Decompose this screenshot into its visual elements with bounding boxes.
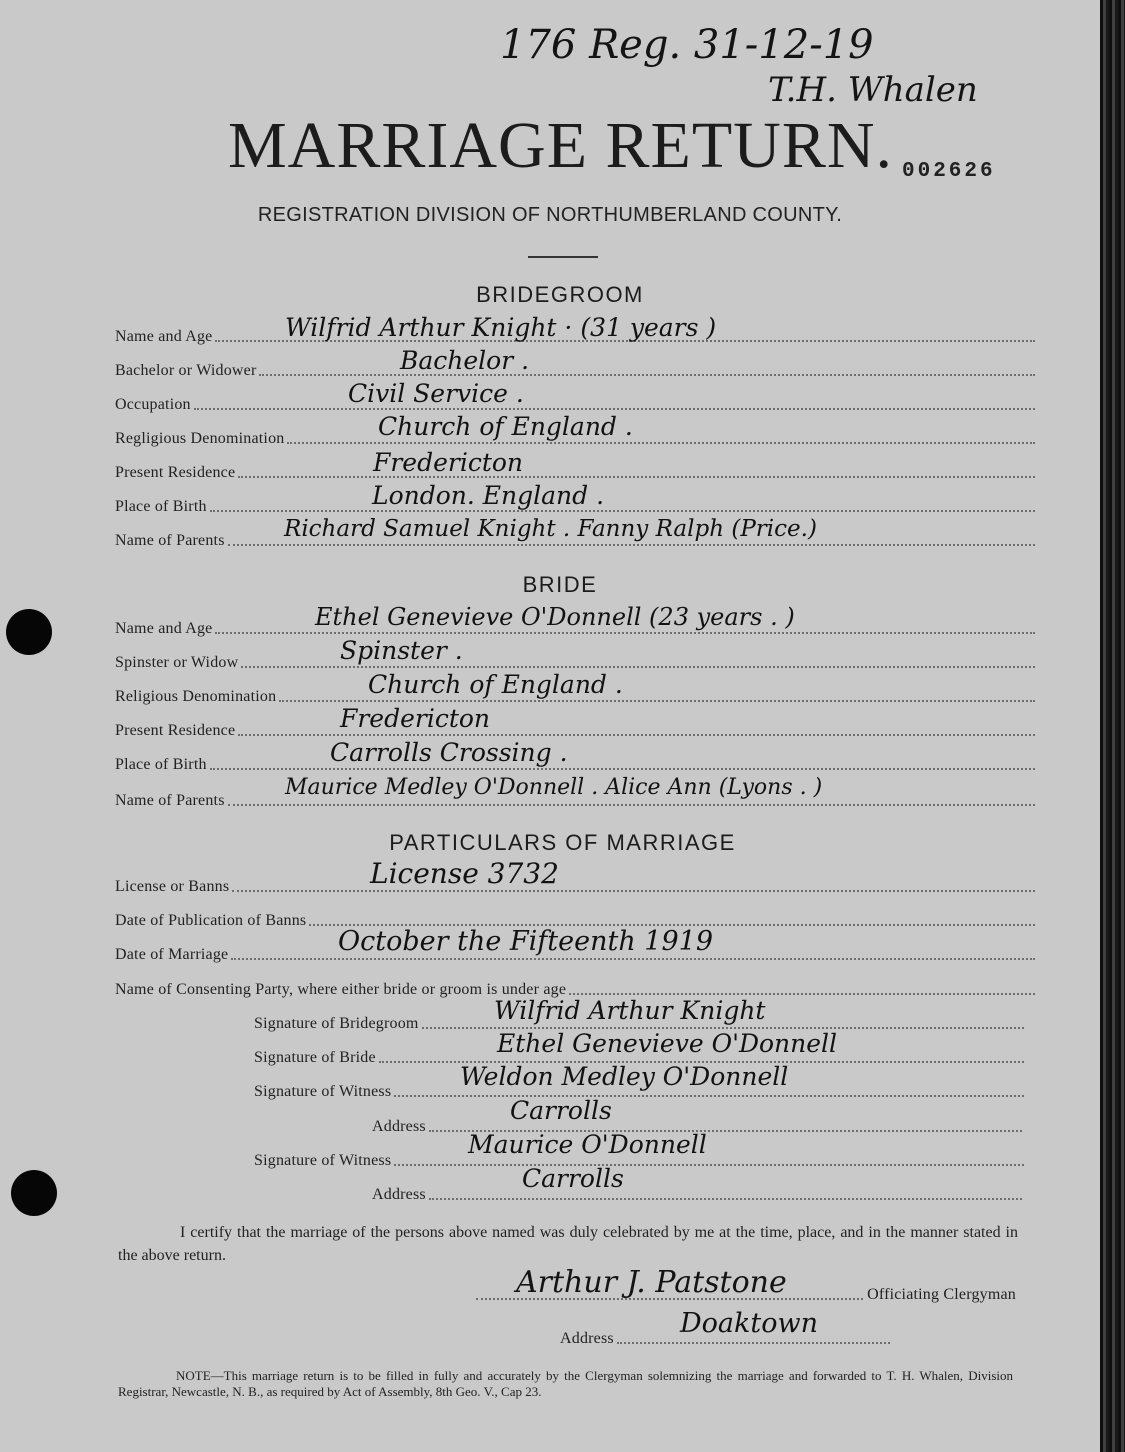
bride-residence-row <box>115 716 1035 740</box>
clergyman-signature: Arthur J. Patstone <box>516 1265 787 1300</box>
particulars-heading: PARTICULARS OF MARRIAGE <box>389 830 736 855</box>
bride-heading: BRIDE <box>522 572 598 597</box>
groom-residence-row <box>115 458 1035 482</box>
witness1-signature: Weldon Medley O'Donnell <box>460 1062 789 1091</box>
registrar-signature: T.H. Whalen <box>768 70 978 110</box>
witness2-address: Carrolls <box>522 1164 624 1193</box>
bride-birthplace-value: Carrolls Crossing . <box>330 738 568 767</box>
punch-hole <box>6 609 52 655</box>
field-label: Date of Marriage <box>115 946 229 963</box>
license-row <box>115 872 1035 896</box>
witness1-address: Carrolls <box>510 1096 612 1125</box>
groom-signature: Wilfrid Arthur Knight <box>494 996 766 1025</box>
field-label: Present Residence <box>115 464 236 481</box>
footer-note: NOTE—This marriage return is to be filled in fully and accurately by the Clergyman solemnizing the marriage and forwarded to T. H. Whalen, Division Registrar, Newcastle, N. B., as required by Act of Assembly, 8th Geo. V., Cap 23. <box>118 1368 1013 1399</box>
field-label: Address <box>372 1186 426 1203</box>
field-label: Signature of Witness <box>254 1083 392 1100</box>
groom-birthplace-value: London. England . <box>372 481 605 510</box>
field-label: Signature of Witness <box>254 1152 392 1169</box>
field-label: Place of Birth <box>115 498 207 515</box>
bride-status-row <box>115 648 1035 672</box>
field-label: Regligious Denomination <box>115 430 285 447</box>
marriage-date-value: October the Fifteenth 1919 <box>338 926 714 957</box>
clergyman-address: Doaktown <box>680 1308 818 1339</box>
page-edge <box>1100 0 1125 1452</box>
groom-parents-value: Richard Samuel Knight . Fanny Ralph (Price.) <box>284 516 817 542</box>
field-label: Bachelor or Widower <box>115 362 257 379</box>
field-label: Name and Age <box>115 620 213 637</box>
certification-text: I certify that the marriage of the persons above named was duly celebrated by me at the time, place, and in the manner stated in the above return. <box>118 1224 1018 1264</box>
field-label: Name of Parents <box>115 792 225 809</box>
groom-name-age-value: Wilfrid Arthur Knight · (31 years ) <box>285 313 717 342</box>
license-value: License 3732 <box>370 857 559 890</box>
groom-status-value: Bachelor . <box>400 346 530 375</box>
field-label: Address <box>372 1118 426 1135</box>
field-label: License or Banns <box>115 878 230 895</box>
bride-signature: Ethel Genevieve O'Donnell <box>497 1029 838 1058</box>
field-label: Present Residence <box>115 722 236 739</box>
witness2-signature: Maurice O'Donnell <box>468 1130 707 1159</box>
field-label: Name of Consenting Party, where either bride or groom is under age <box>115 981 567 998</box>
field-label: Address <box>560 1330 614 1347</box>
field-label: Name and Age <box>115 328 213 345</box>
field-label: Occupation <box>115 396 191 413</box>
form-title: MARRIAGE RETURN. <box>228 109 894 182</box>
field-label: Place of Birth <box>115 756 207 773</box>
field-label: Signature of Bridegroom <box>254 1015 419 1032</box>
witness2-address-row <box>372 1180 1022 1204</box>
groom-occupation-row <box>115 390 1035 414</box>
groom-residence-value: Fredericton <box>373 448 524 477</box>
divider <box>528 256 598 258</box>
form-subtitle: REGISTRATION DIVISION OF NORTHUMBERLAND COUNTY. <box>257 204 843 226</box>
bride-status-value: Spinster . <box>340 636 463 665</box>
field-label: Signature of Bride <box>254 1049 376 1066</box>
bridegroom-heading: BRIDEGROOM <box>476 282 644 307</box>
clergyman-label: Officiating Clergyman <box>867 1286 1016 1303</box>
groom-religion-value: Church of England . <box>378 412 633 441</box>
bride-religion-value: Church of England . <box>368 670 623 699</box>
punch-hole <box>11 1170 57 1216</box>
field-label: Date of Publication of Banns <box>115 912 307 929</box>
bride-birthplace-row <box>115 750 1035 774</box>
serial-number: 002626 <box>902 160 996 183</box>
groom-occupation-value: Civil Service . <box>348 379 524 408</box>
field-label: Religious Denomination <box>115 688 277 705</box>
clergyman-row <box>476 1280 1016 1304</box>
field-label: Spinster or Widow <box>115 654 239 671</box>
bride-residence-value: Fredericton <box>340 704 491 733</box>
registration-note: 176 Reg. 31-12-19 <box>500 22 874 68</box>
groom-status-row <box>115 356 1035 380</box>
field-label: Name of Parents <box>115 532 225 549</box>
bride-name-age-value: Ethel Genevieve O'Donnell (23 years . ) <box>315 603 795 631</box>
bride-parents-value: Maurice Medley O'Donnell . Alice Ann (Lyons . ) <box>285 775 823 800</box>
